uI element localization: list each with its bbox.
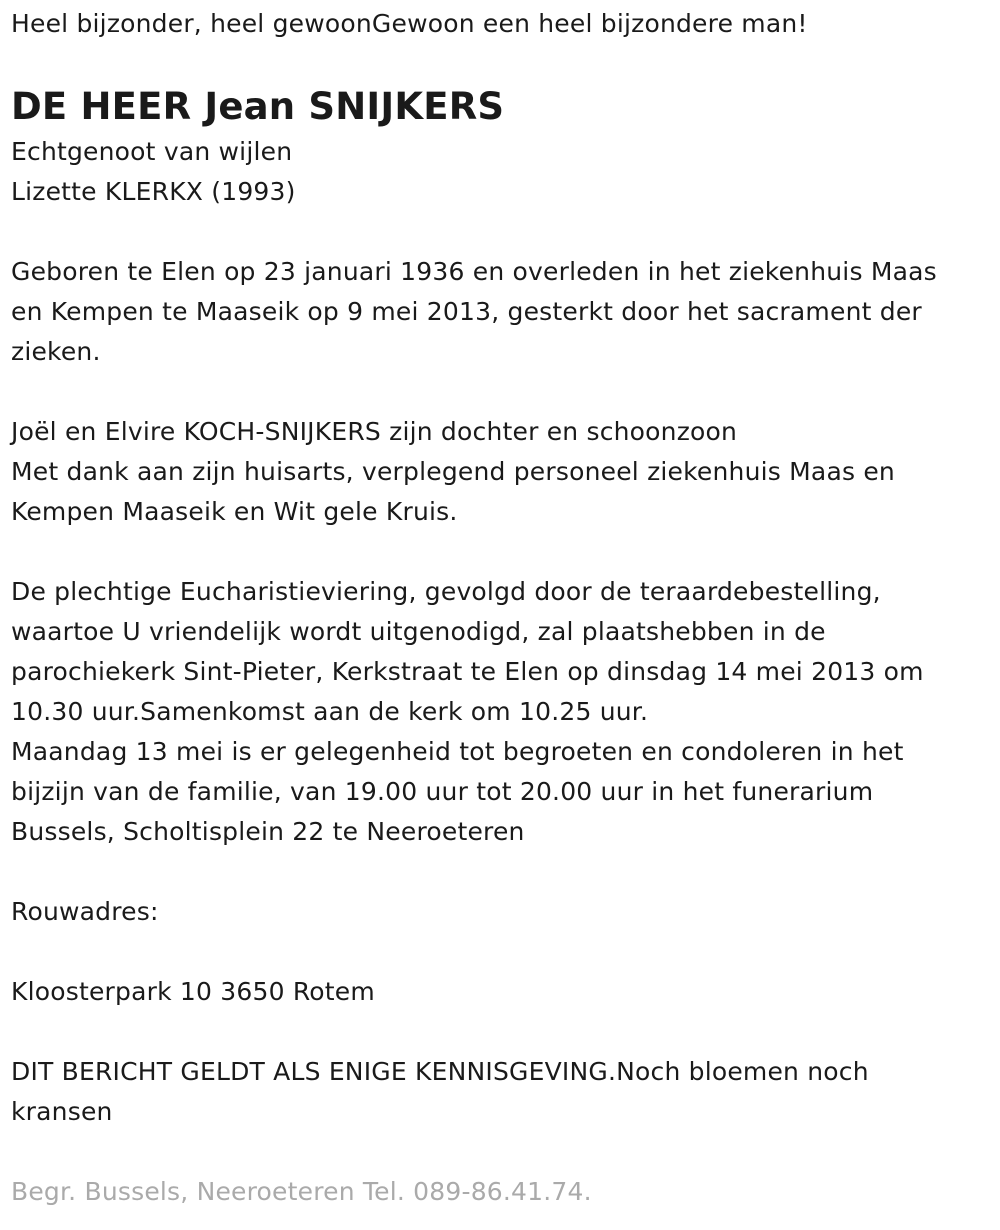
birth-death-line: Geboren te Elen op 23 januari 1936 en overleden in het ziekenhuis Maas (11, 257, 937, 286)
ceremony-line: Bussels, Scholtisplein 22 te Neeroeteren (11, 817, 525, 846)
spouse-line: Lizette KLERKX (1993) (11, 177, 296, 206)
family-line: Joël en Elvire KOCH-SNIJKERS zijn dochter en schoonzoon (11, 417, 738, 446)
birth-death-line: zieken. (11, 337, 101, 366)
address-label-block (11, 892, 986, 932)
ceremony-line: 10.30 uur.Samenkomst aan de kerk om 10.25 uur. (11, 697, 649, 726)
obituary-page (11, 4, 986, 1212)
spouse-line: Echtgenoot van wijlen (11, 137, 293, 166)
intro-text: Heel bijzonder, heel gewoonGewoon een heel bijzondere man! (11, 9, 808, 38)
ceremony-block (11, 572, 986, 852)
ceremony-line: parochiekerk Sint-Pieter, Kerkstraat te Elen op dinsdag 14 mei 2013 om (11, 657, 924, 686)
ceremony-line: Maandag 13 mei is er gelegenheid tot begroeten en condoleren in het (11, 737, 904, 766)
family-line: Kempen Maaseik en Wit gele Kruis. (11, 497, 458, 526)
birth-death-block (11, 252, 986, 372)
footer-block (11, 1172, 986, 1212)
ceremony-line: De plechtige Eucharistieviering, gevolgd door de teraardebestelling, (11, 577, 881, 606)
notice-line: DIT BERICHT GELDT ALS ENIGE KENNISGEVING.Noch bloemen noch (11, 1057, 869, 1086)
notice-block (11, 1052, 986, 1132)
address-label: Rouwadres: (11, 897, 159, 926)
funeral-home-footer: Begr. Bussels, Neeroeteren Tel. 089-86.41.74. (11, 1177, 592, 1206)
deceased-name: DE HEER Jean SNIJKERS (11, 85, 505, 128)
notice-line: kransen (11, 1097, 113, 1126)
address-text: Kloosterpark 10 3650 Rotem (11, 977, 375, 1006)
ceremony-line: waartoe U vriendelijk wordt uitgenodigd, zal plaatshebben in de (11, 617, 826, 646)
ceremony-line: bijzijn van de familie, van 19.00 uur tot 20.00 uur in het funerarium (11, 777, 874, 806)
family-block (11, 412, 986, 532)
family-line: Met dank aan zijn huisarts, verplegend personeel ziekenhuis Maas en (11, 457, 895, 486)
address-block (11, 972, 986, 1012)
spouse-block (11, 132, 986, 212)
birth-death-line: en Kempen te Maaseik op 9 mei 2013, gesterkt door het sacrament der (11, 297, 922, 326)
